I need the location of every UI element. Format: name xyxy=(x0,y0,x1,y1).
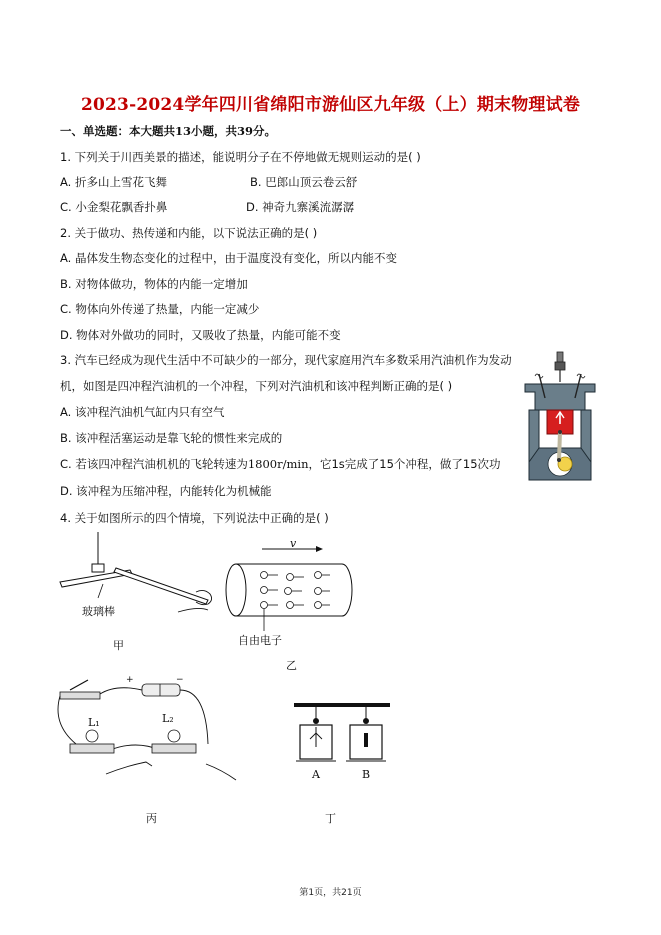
engine-figure xyxy=(515,352,605,482)
q1-stem: 1. 下列关于川西美景的描述，能说明分子在不停地做无规则运动的是( ) xyxy=(60,150,421,164)
q2-option-d: D. 物体对外做功的同时，又吸收了热量，内能可能不变 xyxy=(60,328,341,342)
figure-ding-label-b: B xyxy=(362,768,371,781)
figure-yi-velocity-label: v xyxy=(290,537,297,550)
q3-option-c-tail: ，它1s完成了15个冲程，做了15次功 xyxy=(308,457,501,471)
q1-option-d: D. 神奇九寨溪流潺潺 xyxy=(246,200,355,214)
figure-bing-lamp2-label: L₂ xyxy=(162,712,174,725)
q2-option-a: A. 晶体发生物态变化的过程中，由于温度没有变化，所以内能不变 xyxy=(60,251,397,265)
q1-options-row2 xyxy=(60,200,460,214)
figure-ding-frames xyxy=(292,703,392,768)
q1-option-b: B. 巴郎山顶云卷云舒 xyxy=(250,175,358,189)
figure-ding-caption: 丁 xyxy=(325,812,336,825)
q1-option-a: A. 折多山上雪花飞舞 xyxy=(60,175,167,189)
q3-option-a: A. 该冲程汽油机气缸内只有空气 xyxy=(60,405,225,419)
figure-yi-electron-label: 自由电子 xyxy=(238,634,282,647)
q3-option-c xyxy=(60,457,501,471)
section-heading: 一、单选题：本大题共13小题，共39分。 xyxy=(60,124,277,138)
figure-bing-battery-minus: − xyxy=(176,675,184,685)
figure-yi-caption: 乙 xyxy=(286,659,297,672)
figure-yi-free-electrons xyxy=(224,535,354,635)
q3-option-c-text: C. 若该四冲程汽油机机的飞轮转速为 xyxy=(60,457,248,471)
q1-option-c: C. 小金梨花飘香扑鼻 xyxy=(60,200,168,214)
figure-bing-caption: 丙 xyxy=(146,812,157,825)
figure-jia-rod-label: 玻璃棒 xyxy=(82,605,115,618)
figure-ding-label-a: A xyxy=(312,768,320,781)
q4-stem: 4. 关于如图所示的四个情境，下列说法中正确的是( ) xyxy=(60,511,329,525)
figure-jia-caption: 甲 xyxy=(113,639,124,652)
figure-bing-battery-plus: + xyxy=(126,675,134,685)
q3-option-d: D. 该冲程为压缩冲程，内能转化为机械能 xyxy=(60,484,272,498)
q3-stem-line1: 3. 汽车已经成为现代生活中不可缺少的一部分，现代家庭用汽车多数采用汽油机作为发动 xyxy=(60,353,512,367)
q2-option-c: C. 物体向外传递了热量，内能一定减少 xyxy=(60,302,260,316)
q3-option-c-value: 1800r/min xyxy=(247,457,309,471)
q3-option-b: B. 该冲程活塞运动是靠飞轮的惯性来完成的 xyxy=(60,431,283,445)
q1-options-row1 xyxy=(60,175,460,189)
figure-bing-lamp1-label: L₁ xyxy=(88,716,100,729)
figure-bing-circuit xyxy=(56,674,246,796)
page-footer: 第1页，共21页 xyxy=(299,888,362,898)
exam-title: 2023-2024学年四川省绵阳市游仙区九年级（上）期末物理试卷 xyxy=(80,95,581,115)
q3-stem-line2: 机，如图是四冲程汽油机的一个冲程，下列对汽油机和该冲程判断正确的是( ) xyxy=(60,379,453,393)
q2-stem: 2. 关于做功、热传递和内能，以下说法正确的是( ) xyxy=(60,226,318,240)
q2-option-b: B. 对物体做功，物体的内能一定增加 xyxy=(60,277,248,291)
